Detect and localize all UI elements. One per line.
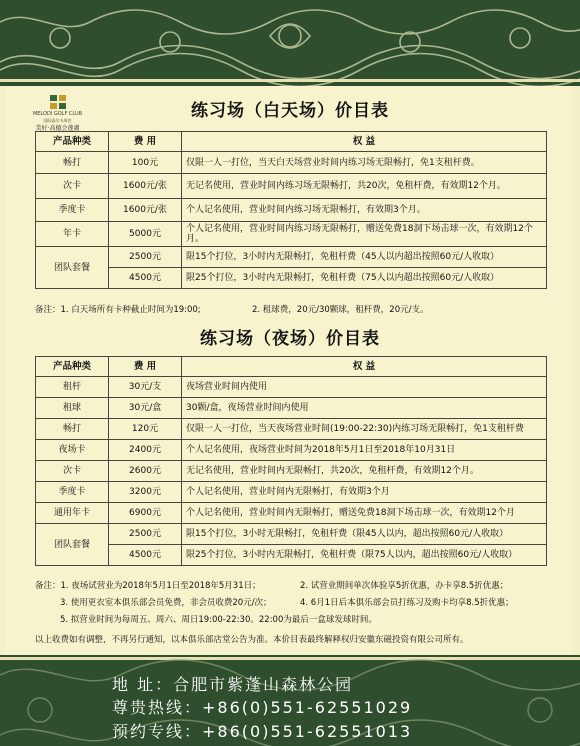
night-note-2: 2. 试营业期间单次体验享5折优惠，办卡享8.5折优惠； (300, 581, 509, 591)
row-fee: 2500元 (109, 247, 182, 268)
row-fee: 2400元 (109, 440, 182, 461)
row-benefit: 个人记名使用，营业时间内无限畅打，赠送免费18洞下场击球一次，有效期12个月 (182, 503, 547, 524)
day-note-1: 备注：1. 白天场所有卡种截止时间为19:00; (35, 305, 201, 315)
logo-caption-en: MELODI GOLF CLUB (32, 111, 83, 117)
logo-caption-sub: 国际高尔夫球会 (43, 118, 72, 123)
table-row (36, 461, 547, 482)
row-fee: 5000元 (109, 222, 182, 247)
address-label: 地 址： (112, 675, 174, 694)
row-benefit: 仅限一人一打位，当天夜场营业时间(19:00-22:30)内练习场无限畅打，免1支租杆费 (182, 419, 547, 440)
col-header-type: 产品种类 (36, 357, 109, 377)
table-row (36, 545, 547, 566)
row-type: 夜场卡 (36, 440, 109, 461)
row-benefit: 个人记名使用，营业时间内练习场无限畅打，有效期3个月。 (182, 199, 547, 222)
day-price-table (35, 131, 547, 289)
night-note-3: 3. 使用更衣室本俱乐部会员免费，非会员收费20元/次； (60, 598, 272, 608)
table-row (36, 440, 547, 461)
row-benefit: 限15个打位，3小时内无限畅打，免租杆费（45人以内超出按照60元/人收取） (182, 247, 547, 268)
col-header-type: 产品种类 (36, 132, 109, 152)
row-type: 租球 (36, 398, 109, 419)
row-fee: 4500元 (109, 545, 182, 566)
row-type: 次卡 (36, 461, 109, 482)
col-header-benefit: 权 益 (182, 132, 547, 152)
row-fee: 100元 (109, 152, 182, 174)
booking-value: +86(0)551-62551013 (202, 722, 413, 741)
row-benefit: 限15个打位，3小时无限畅打，免租杆费（限45人以内，超出按照60元/人收取） (182, 524, 547, 545)
night-price-title: 练习场（夜场）价目表 (200, 329, 380, 349)
row-benefit: 个人记名使用，营业时间内无限畅打，有效期3个月 (182, 482, 547, 503)
top-ornament-band (0, 0, 580, 86)
row-fee: 2500元 (109, 524, 182, 545)
table-row (36, 152, 547, 174)
table-row (36, 174, 547, 199)
hotline-line (0, 695, 580, 718)
table-header-row (36, 357, 547, 377)
table-row (36, 377, 547, 398)
col-header-fee: 费 用 (109, 357, 182, 377)
row-type: 畅打 (36, 152, 109, 174)
row-benefit: 无记名使用，营业时间内无限畅打，共20次，免租杆费，有效期12个月。 (182, 461, 547, 482)
row-fee: 30元/支 (109, 377, 182, 398)
row-fee: 30元/盒 (109, 398, 182, 419)
night-note-1: 备注：1. 夜场试营业为2018年5月1日至2018年5月31日； (35, 581, 261, 591)
table-row (36, 222, 547, 247)
table-row (36, 199, 547, 222)
row-benefit: 限25个打位，3小时内无限畅打，免租杆费（75人以内超出按照60元/人收取） (182, 268, 547, 289)
scroll-ornament-icon (0, 0, 580, 86)
row-fee: 1600元/张 (109, 174, 182, 199)
booking-line (0, 719, 580, 742)
row-fee: 6900元 (109, 503, 182, 524)
table-row (36, 503, 547, 524)
row-benefit: 夜场营业时间内使用 (182, 377, 547, 398)
row-fee: 4500元 (109, 268, 182, 289)
table-row (36, 398, 547, 419)
row-type: 租杆 (36, 377, 109, 398)
table-row (36, 247, 547, 268)
row-fee: 1600元/张 (109, 199, 182, 222)
row-benefit: 个人记名使用，营业时间内练习场无限畅打，赠送免费18洞下场击球一次，有效期12个月。 (182, 222, 547, 247)
row-benefit: 30颗/盒，夜场营业时间内使用 (182, 398, 547, 419)
hotline-label: 尊贵热线： (112, 698, 203, 717)
row-type: 团队套餐 (36, 247, 109, 289)
night-price-table (35, 356, 547, 566)
day-note-2: 2. 租球费，20元/30颗球，租杆费，20元/支。 (252, 305, 429, 315)
booking-label: 预约专线： (112, 722, 203, 741)
day-price-title: 练习场（白天场）价目表 (191, 101, 389, 121)
row-fee: 2600元 (109, 461, 182, 482)
row-type: 畅打 (36, 419, 109, 440)
col-header-fee: 费 用 (109, 132, 182, 152)
row-type: 团队套餐 (36, 524, 109, 566)
night-note-4: 4. 6月1日后本俱乐部会员打练习及购卡均享8.5折优惠； (300, 598, 514, 608)
row-type: 次卡 (36, 174, 109, 199)
row-benefit: 仅限一人一打位，当天白天场营业时间内练习场无限畅打，免1支租杆费。 (182, 152, 547, 174)
address-line (0, 672, 580, 695)
night-note-5: 5. 拟营业时间为每周五、周六、周日19:00-22:30。22:00为最后一盒球发球时间。 (60, 615, 377, 625)
row-fee: 3200元 (109, 482, 182, 503)
table-header-row (36, 132, 547, 152)
footer-disclaimer: 以上收费如有调整，不再另行通知，以本俱乐部店堂公告为准。本价目表最终解释权归安徽东磁投资有限公司所有。 (35, 635, 469, 645)
table-row (36, 482, 547, 503)
table-row (36, 524, 547, 545)
row-type: 年卡 (36, 222, 109, 247)
row-benefit: 限25个打位，3小时内无限畅打，免租杆费（限75人以内，超出按照60元/人收取） (182, 545, 547, 566)
hotline-value: +86(0)551-62551029 (202, 698, 413, 717)
table-row (36, 419, 547, 440)
row-benefit: 个人记名使用，夜场营业时间为2018年5月1日至2018年10月31日 (182, 440, 547, 461)
col-header-benefit: 权 益 (182, 357, 547, 377)
logo-caption-cn: 美好·高德会莲湖 (35, 125, 80, 132)
row-type: 季度卡 (36, 482, 109, 503)
row-fee: 120元 (109, 419, 182, 440)
row-type: 季度卡 (36, 199, 109, 222)
address-value: 合肥市紫蓬山森林公园 (173, 675, 354, 694)
row-benefit: 无记名使用，营业时间内练习场无限畅打，共20次，免租杆费，有效期12个月。 (182, 174, 547, 199)
table-row (36, 268, 547, 289)
row-type: 通用年卡 (36, 503, 109, 524)
